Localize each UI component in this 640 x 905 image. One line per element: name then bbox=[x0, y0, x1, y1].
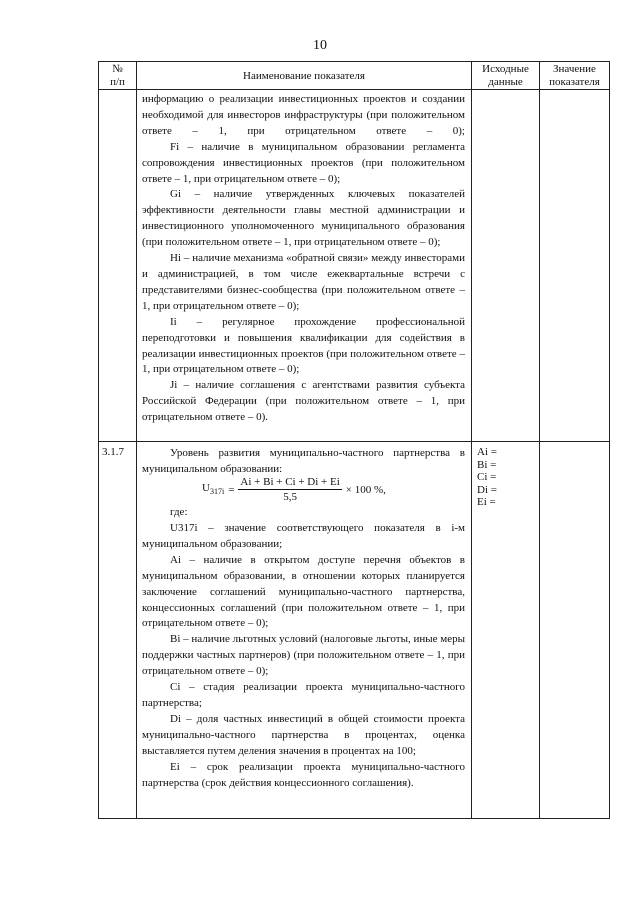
source-item-c: Ci = bbox=[477, 471, 497, 484]
header-value-line1: Значение bbox=[553, 63, 596, 75]
table-border-left bbox=[98, 61, 99, 819]
formula-numerator: Ai + Bi + Ci + Di + Ei bbox=[240, 476, 340, 488]
row2-number: 3.1.7 bbox=[102, 446, 124, 458]
formula-fraction bbox=[238, 476, 341, 503]
source-item-a: Ai = bbox=[477, 446, 497, 458]
formula-tail: × 100 %, bbox=[345, 483, 386, 496]
header-source-line1: Исходные bbox=[482, 63, 529, 75]
row2-description bbox=[142, 521, 465, 791]
header-number-line1: № bbox=[112, 63, 123, 75]
col-divider-3 bbox=[539, 61, 540, 819]
col-divider-2 bbox=[471, 61, 472, 819]
table-border-right bbox=[609, 61, 610, 819]
row1-paragraph: Ji – наличие соглашения с агентствами развития субъекта Российской Федерации (при положительном ответе – 1, при отрицательном ответе – 0). bbox=[142, 379, 465, 424]
row2-paragraph: Ei – срок реализации проекта муниципально-частного партнерства (срок действия концессионного соглашения). bbox=[142, 760, 465, 789]
table-border-bottom bbox=[98, 818, 610, 819]
page-number: 10 bbox=[313, 38, 327, 53]
row2-where: где: bbox=[170, 506, 188, 518]
header-value bbox=[540, 63, 609, 89]
source-item-e: Ei = bbox=[477, 496, 496, 509]
formula-lhs: $U_{317i}$ bbox=[202, 482, 225, 497]
col-divider-1 bbox=[136, 61, 137, 819]
table-border-top bbox=[98, 61, 610, 62]
source-item-d: Di = bbox=[477, 483, 497, 496]
row2-intro: Уровень развития муниципально-частного партнерства в муниципальном образовании: bbox=[142, 447, 465, 475]
header-bottom-border bbox=[98, 89, 610, 90]
row2-source-data bbox=[477, 446, 497, 509]
row2-paragraph: U317i – значение соответствующего показателя в i-м муниципальном образовании; bbox=[142, 522, 465, 550]
row2-paragraph: Di – доля частных инвестиций в общей стоимости проекта муниципально-частного партнерства в процентах, оценка выставляется путем деления значения в процентах на 100; bbox=[142, 712, 465, 757]
source-item-b: Bi = bbox=[477, 458, 497, 471]
formula-equals: = bbox=[228, 483, 235, 496]
row1-paragraph: Fi – наличие в муниципальном образовании регламента сопровождения инвестиционных проектов (при положительном ответе – 1, при отрицательном ответе – 0); bbox=[142, 140, 465, 185]
row1-paragraph: Gi – наличие утвержденных ключевых показателей эффективности деятельности главы местной администрации и инвестиционного уполномоченного муниципального образования (при положительном ответе – 1, при отрицательном ответе – 0); bbox=[142, 188, 465, 249]
row1-paragraph: Ii – регулярное прохождение профессиональной переподготовки и повышения квалификации для содействия в реализации инвестиционных проектов (при положительном ответе – 1, при отрицательном ответе – 0); bbox=[142, 315, 465, 376]
header-number-line2: п/п bbox=[110, 76, 125, 88]
header-indicator-name: Наименование показателя bbox=[243, 70, 365, 82]
row1-description bbox=[142, 92, 465, 426]
row2-paragraph: Ci – стадия реализации проекта муниципально-частного партнерства; bbox=[142, 681, 465, 709]
header-source-data bbox=[472, 63, 539, 89]
header-source-line2: данные bbox=[488, 76, 523, 88]
formula-u317 bbox=[202, 476, 386, 503]
header-value-line2: показателя bbox=[549, 76, 600, 88]
formula-denominator: 5,5 bbox=[283, 491, 297, 503]
row-divider bbox=[98, 441, 610, 442]
header-number bbox=[99, 63, 136, 89]
row2-paragraph: Ai – наличие в открытом доступе перечня объектов в муниципальном образовании, в отношении которых планируется заключение соглашений муниципально-частного партнерства, концессионных соглашений (при положительном ответе – 1, при отрицательном ответе – 0); bbox=[142, 553, 465, 630]
row1-paragraph: Hi – наличие механизма «обратной связи» между инвесторами и администрацией, в том числе ежеквартальные встречи с представителями бизнес-сообщества (при положительном ответе – 1, при отрицательном ответе – 0); bbox=[142, 252, 465, 312]
row1-paragraph: информацию о реализации инвестиционных проектов и создании необходимой для инвесторов инфраструктуры (при положительном ответе – 1, при отрицательном ответе – 0); bbox=[142, 93, 465, 137]
row2-paragraph: Bi – наличие льготных условий (налоговые льготы, иные меры поддержки частных партнеров) (при положительном ответе – 1, при отрицательном ответе – 0); bbox=[142, 633, 466, 678]
